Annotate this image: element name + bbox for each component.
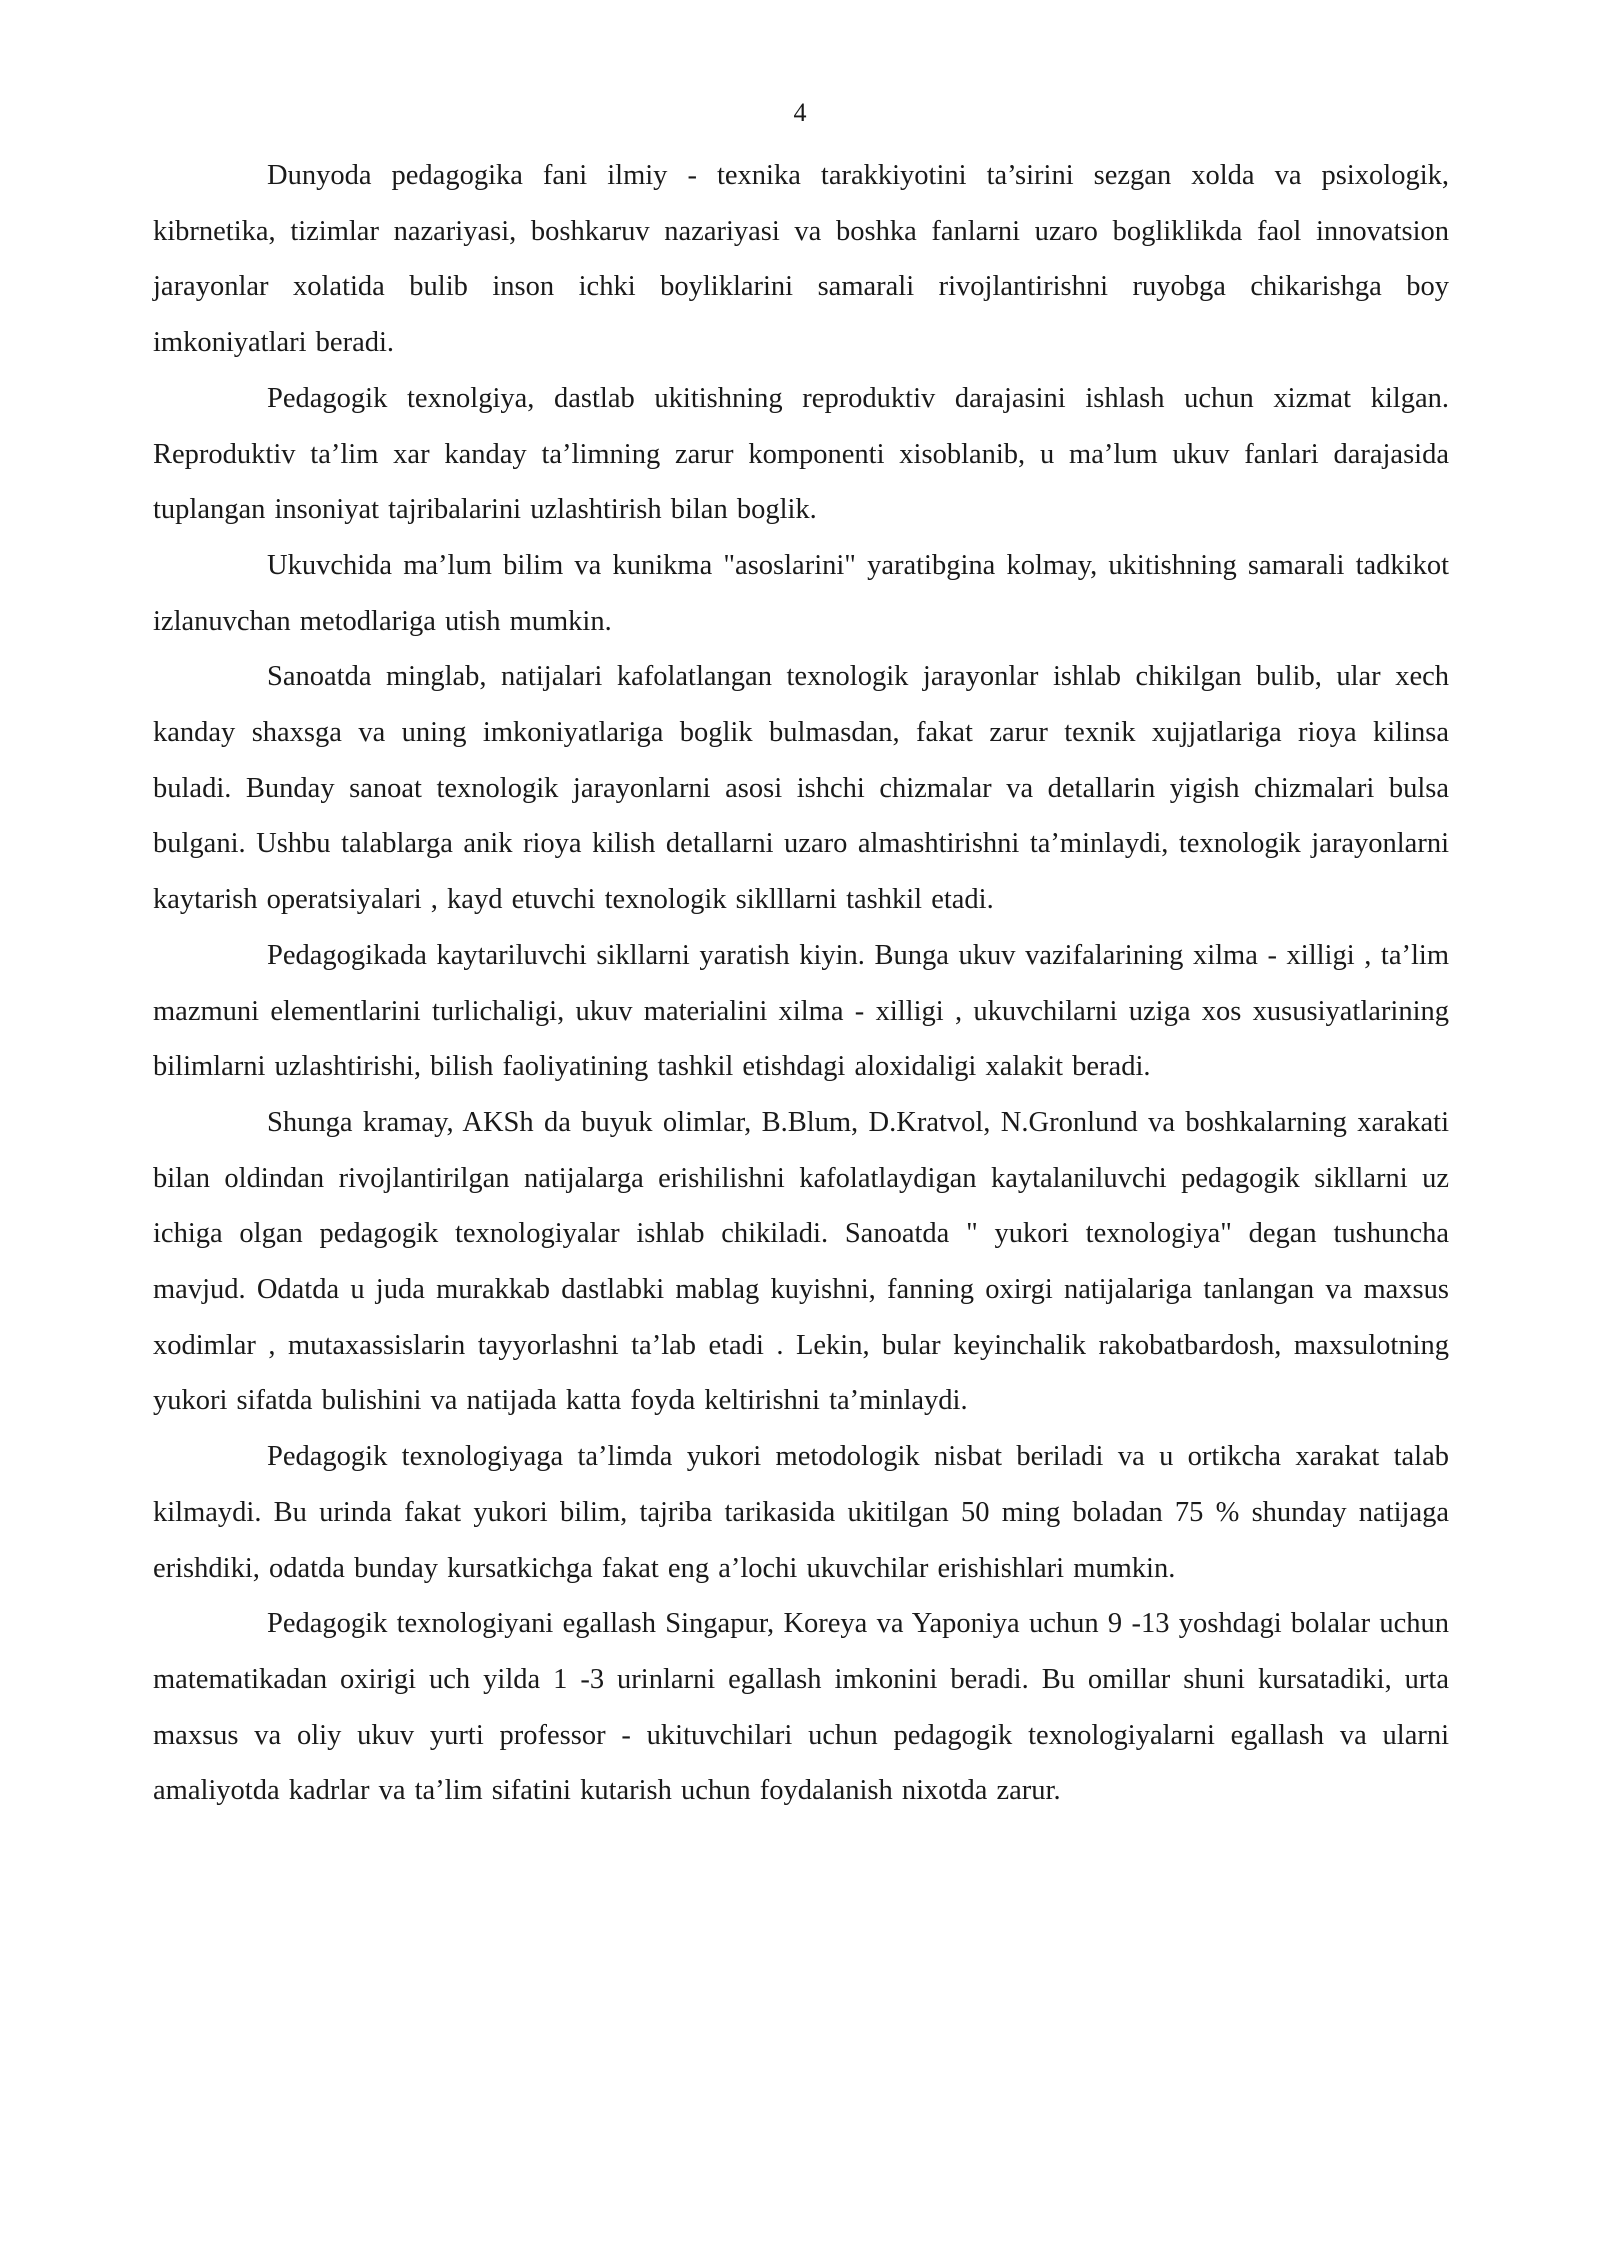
paragraph-3: Ukuvchida ma’lum bilim va kunikma "asoslarini" yaratibgina kolmay, ukitishning samarali tadkikot izlanuvchan metodlariga utish mumkin. — [153, 549, 1449, 637]
page-number: 4 — [793, 98, 807, 127]
paragraph-5: Pedagogikada kaytariluvchi sikllarni yaratish kiyin. Bunga ukuv vazifalarining xilma - xilligi , ta’lim mazmuni elementlarini turlichaligi, ukuv materialini xilma - xilligi , ukuvchilarni uziga xos xususiyatlarining bilimlarni uzlashtirishi, bilish faoliyatining tashkil etishdagi aloxidaligi xalakit beradi. — [153, 939, 1449, 1083]
paragraph-4: Sanoatda minglab, natijalari kafolatlangan texnologik jarayonlar ishlab chikilgan bulib, ular xech kanday shaxsga va uning imkoniyatlariga boglik bulmasdan, fakat zarur texnik xujjatlariga rioya kilinsa buladi. Bunday sanoat texnologik jarayonlarni asosi ishchi chizmalar va detallarin yigish chizmalari bulsa bulgani. Ushbu talablarga anik rioya kilish detallarni uzaro almashtirishni ta’minlaydi, texnologik jarayonlarni kaytarish operatsiyalari , kayd etuvchi texnologik siklllarni tashkil etadi. — [153, 661, 1449, 916]
paragraph-8: Pedagogik texnologiyani egallash Singapur, Koreya va Yaponiya uchun 9 -13 yoshdagi bolalar uchun matematikadan oxirigi uch yilda 1 -3 urinlarni egallash imkonini beradi. Bu omillar shuni kursatadiki, urta maxsus va oliy ukuv yurti professor - ukituvchilari uchun pedagogik texnologiyalarni egallash va ularni amaliyotda kadrlar va ta’lim sifatini kutarish uchun foydalanish nixotda zarur. — [153, 1608, 1449, 1807]
body-text — [153, 148, 1449, 1819]
paragraph-2: Pedagogik texnolgiya, dastlab ukitishning reproduktiv darajasini ishlash uchun xizmat kilgan. Reproduktiv ta’lim xar kanday ta’limning zarur komponenti xisoblanib, u ma’lum ukuv fanlari darajasida tuplangan insoniyat tajribalarini uzlashtirish bilan boglik. — [153, 382, 1449, 526]
paragraph-1: Dunyoda pedagogika fani ilmiy - texnika tarakkiyotini ta’sirini sezgan xolda va psixologik, kibrnetika, tizimlar nazariyasi, boshkaruv nazariyasi va boshka fanlarni uzaro bogliklikda faol innovatsion jarayonlar xolatida bulib inson ichki boyliklarini samarali rivojlantirishni ruyobga chikarishga boy imkoniyatlari beradi. — [153, 160, 1449, 359]
paragraph-7: Pedagogik texnologiyaga ta’limda yukori metodologik nisbat beriladi va u ortikcha xarakat talab kilmaydi. Bu urinda fakat yukori bilim, tajriba tarikasida ukitilgan 50 ming boladan 75 % shunday natijaga erishdiki, odatda bunday kursatkichga fakat eng a’lochi ukuvchilar erishishlari mumkin. — [153, 1441, 1449, 1584]
paragraph-6: Shunga kramay, AKSh da buyuk olimlar, B.Blum, D.Kratvol, N.Gronlund va boshkalarning xarakati bilan oldindan rivojlantirilgan natijalarga erishilishni kafolatlaydigan kaytalaniluvchi pedagogik sikllarni uz ichiga olgan pedagogik texnologiyalar ishlab chikiladi. Sanoatda " yukori texnologiya" degan tushuncha mavjud. Odatda u juda murakkab dastlabki mablag kuyishni, fanning oxirgi natijalariga tanlangan va maxsus xodimlar , mutaxassislarin tayyorlashni ta’lab etadi . Lekin, bular keyinchalik rakobatbardosh, maxsulotning yukori sifatda bulishini va natijada katta foyda keltirishni ta’minlaydi. — [153, 1106, 1449, 1417]
